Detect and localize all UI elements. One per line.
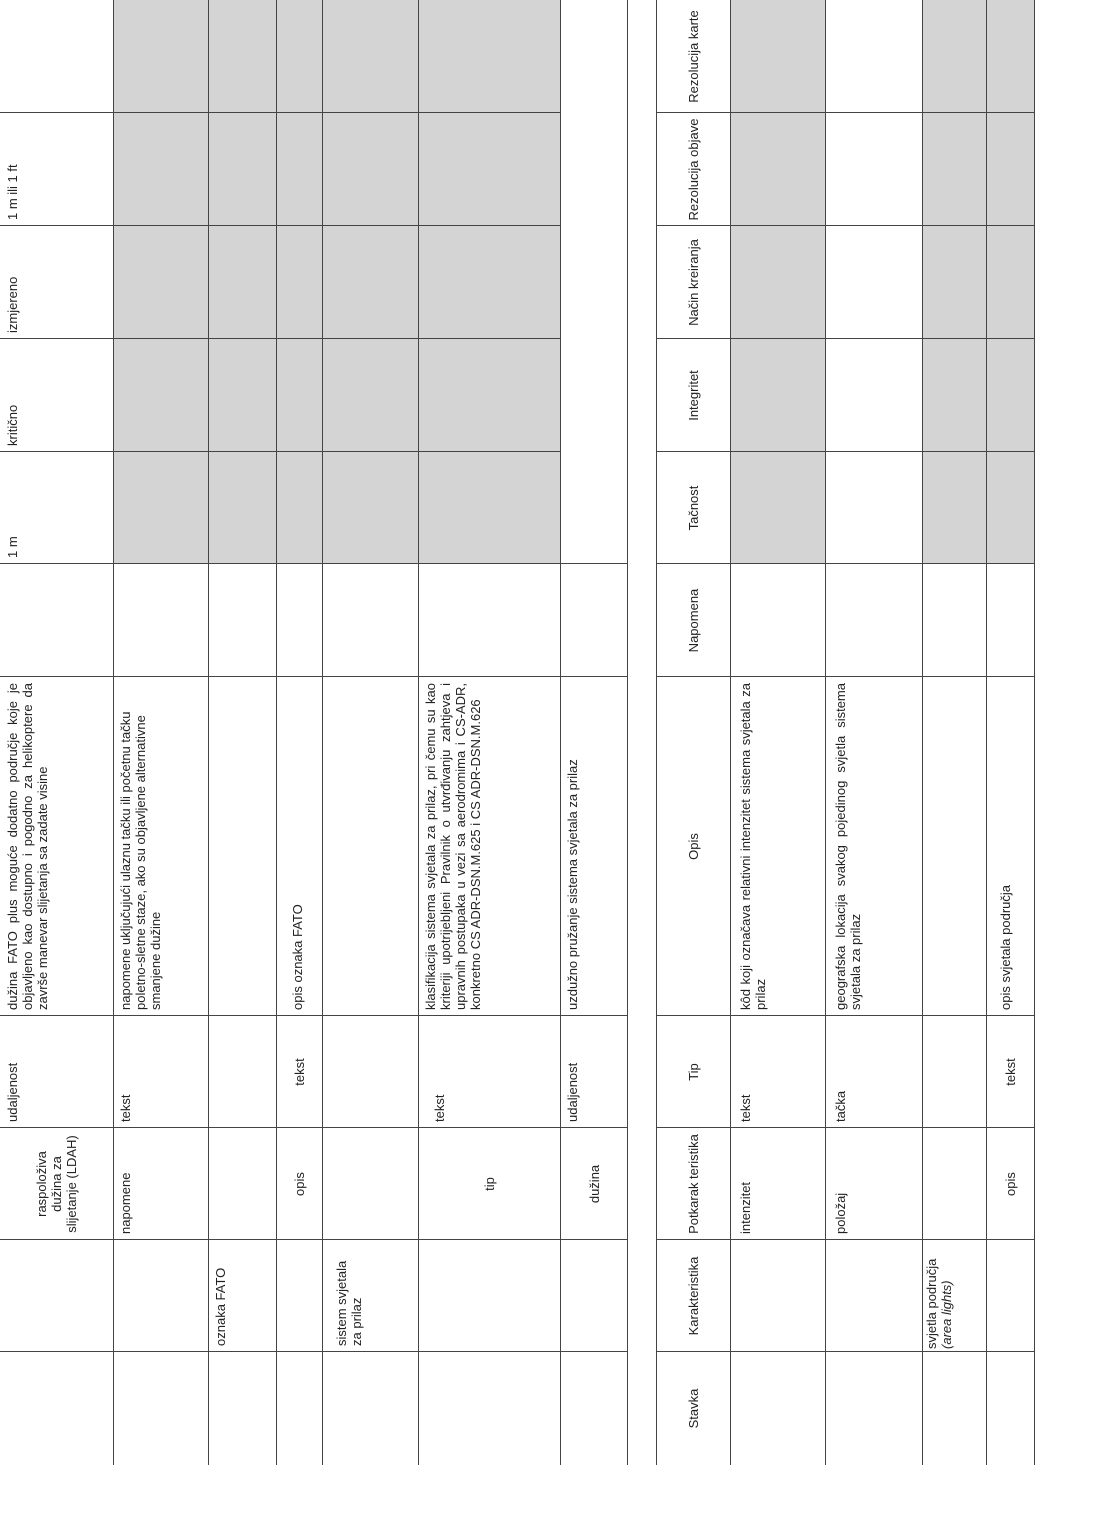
- column-divider: [656, 1239, 1034, 1240]
- column-divider: [656, 338, 1034, 339]
- lower-table: [656, 0, 1040, 1465]
- upper-description: opis oznaka FATO: [290, 904, 305, 1010]
- header-publication-resolution: Rezolucija objave: [685, 118, 701, 221]
- column-divider: [0, 676, 628, 677]
- row-divider: [627, 0, 628, 1465]
- upper-subcharacteristic: opis: [291, 1172, 307, 1196]
- row-divider: [825, 0, 826, 1465]
- row-divider: [322, 0, 323, 1465]
- upper-subcharacteristic: dužina: [586, 1164, 602, 1204]
- header-characteristic: Karakteristika: [685, 1256, 701, 1336]
- upper-subcharacteristic: raspoloživa dužina za slijetanje (LDAH): [34, 1135, 79, 1233]
- upper-description: klasifikacija sistema svjetala za prilaz, pri čemu su kao kriteriji upotrijebljeni Pravilnik o utvrđivanju zahtjeva i upravnih postupaka u vezi sa aerodromima i CS-ADR, konkretno CS ADR-DSN.M.625 i CS ADR-DSN.M.626: [423, 683, 483, 1010]
- upper-chart-resolution: [0, 0, 113, 113]
- upper-description: napomene uključujući ulaznu tačku ili početnu tačku poletno-sletne staze, ako su objavljene alternativne smanjene dužine: [118, 711, 163, 1010]
- lower-subcharacteristic: opis: [1002, 1172, 1018, 1196]
- header-accuracy: Tačnost: [685, 485, 701, 531]
- column-divider: [0, 1239, 628, 1240]
- row-divider: [113, 0, 114, 1465]
- shaded-cell: [113, 0, 208, 564]
- upper-characteristic: sistem svjetala za prilaz: [334, 1260, 364, 1346]
- header-note: Napomena: [685, 588, 701, 653]
- upper-type: udaljenost: [5, 1062, 20, 1122]
- row-divider: [730, 0, 731, 1465]
- lower-item: [922, 1240, 986, 1352]
- header-subcharacteristic: Potkarak teristika: [685, 1134, 701, 1234]
- shaded-cell: [276, 0, 322, 564]
- upper-type: udaljenost: [565, 1062, 580, 1122]
- header-origination: Način kreiranja: [685, 239, 701, 326]
- column-divider: [0, 1015, 628, 1016]
- lower-description: geografska lokacija svakog pojedinog svjetla sistema svjetala za prilaz: [833, 683, 863, 1010]
- row-divider: [208, 0, 209, 1465]
- column-divider: [0, 338, 560, 339]
- lower-type: tačka: [833, 1090, 848, 1122]
- area-lights-label: svjetla područja: [924, 1258, 939, 1349]
- row-divider: [1034, 0, 1035, 1465]
- row-divider: [276, 0, 277, 1465]
- upper-origination: izmjereno: [5, 276, 20, 333]
- column-divider: [656, 451, 1034, 452]
- upper-publication-resolution: 1 m ili 1 ft: [5, 164, 20, 220]
- upper-type: tekst: [291, 1058, 307, 1086]
- column-divider: [0, 1351, 628, 1352]
- header-chart-resolution: Rezolucija karte: [685, 10, 701, 103]
- row-divider: [560, 0, 561, 1465]
- upper-accuracy: 1 m: [5, 536, 20, 558]
- upper-type: tekst: [118, 1094, 133, 1122]
- lower-description: kôd koji označava relativni intenzitet sistema svjetala za prilaz: [738, 683, 768, 1010]
- column-divider: [656, 1015, 1034, 1016]
- column-divider: [656, 225, 1034, 226]
- shaded-cell: [418, 0, 560, 564]
- lower-type: tekst: [738, 1094, 753, 1122]
- header-item: Stavka: [685, 1388, 701, 1429]
- lower-subcharacteristic: položaj: [833, 1192, 848, 1234]
- lower-type: tekst: [1002, 1058, 1018, 1086]
- lower-description: opis svjetala područja: [998, 884, 1013, 1010]
- upper-note: [0, 564, 113, 677]
- upper-characteristic: [0, 1240, 113, 1352]
- upper-description: uzdužno pružanje sistema svjetala za prilaz: [565, 759, 580, 1010]
- upper-subcharacteristic: napomene: [118, 1172, 133, 1234]
- shaded-cell: [986, 0, 1034, 564]
- upper-item: [0, 1352, 113, 1465]
- upper-integrity: kritično: [5, 404, 20, 446]
- row-divider: [656, 0, 657, 1465]
- column-divider: [0, 225, 560, 226]
- header-description: Opis: [685, 833, 701, 860]
- column-divider: [0, 563, 628, 564]
- upper-description: dužina FATO plus moguće dodatno područje koje je objavljeno kao dostupno i pogodno za helikoptere da završe manevar slijetanja sa zadate visine: [5, 683, 50, 1010]
- row-divider: [986, 0, 987, 1465]
- header-integrity: Integritet: [685, 370, 701, 421]
- column-divider: [0, 1127, 628, 1128]
- column-divider: [656, 112, 1034, 113]
- shaded-cell: [922, 0, 986, 564]
- shaded-cell: [322, 0, 418, 564]
- upper-subcharacteristic: tip: [481, 1177, 497, 1191]
- column-divider: [656, 563, 1034, 564]
- column-divider: [656, 1351, 1034, 1352]
- row-divider: [418, 0, 419, 1465]
- upper-characteristic: oznaka FATO: [213, 1267, 228, 1346]
- lower-subcharacteristic: intenzitet: [738, 1181, 753, 1234]
- column-divider: [656, 1127, 1034, 1128]
- shaded-cell: [208, 0, 276, 564]
- shaded-cell: [730, 0, 825, 564]
- column-divider: [656, 676, 1034, 677]
- column-divider: [0, 112, 560, 113]
- area-lights-note: (area lights): [939, 1280, 954, 1349]
- row-divider: [922, 0, 923, 1465]
- upper-type: tekst: [432, 1094, 447, 1122]
- column-divider: [0, 451, 560, 452]
- header-type: Tip: [685, 1063, 701, 1081]
